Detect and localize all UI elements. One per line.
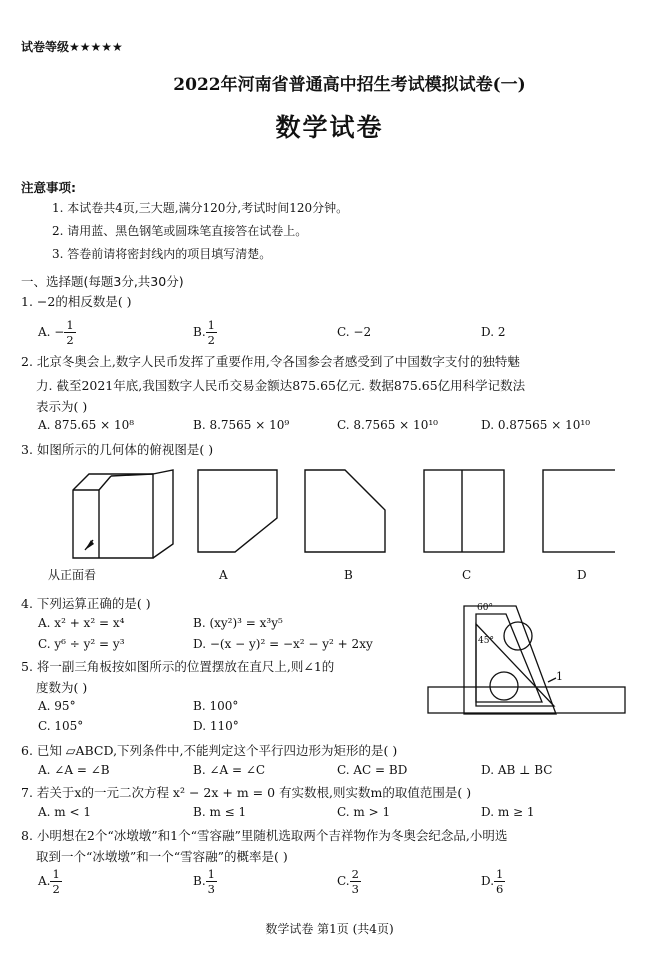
q6-option-c: C. AC = BD bbox=[337, 763, 408, 777]
subject-title: 数学试卷 bbox=[275, 113, 384, 142]
q3-front-view-label: 从正面看 bbox=[48, 568, 97, 582]
paper-grade: 试卷等级★★★★★ bbox=[21, 40, 123, 54]
notice-item: 2. 请用蓝、黑色钢笔或圆珠笔直接答在试卷上。 bbox=[52, 224, 308, 238]
q5-figure bbox=[424, 602, 629, 720]
q3-figures bbox=[55, 468, 615, 568]
question-3-stem: 3. 如图所示的几何体的俯视图是( ) bbox=[21, 442, 214, 457]
q2-option-d: D. 0.87565 × 10¹⁰ bbox=[481, 418, 591, 432]
question-5-line: 度数为( ) bbox=[36, 680, 88, 695]
question-7-stem: 7. 若关于x的一元二次方程 x² − 2x + m = 0 有实数根,则实数m的取值范围是( ) bbox=[21, 785, 472, 800]
q7-option-d: D. m ≥ 1 bbox=[481, 805, 535, 819]
page-footer: 数学试卷 第1页 (共4页) bbox=[265, 922, 394, 936]
question-2-line: 2. 北京冬奥会上,数字人民币发挥了重要作用,令各国参会者感受到了中国数字支付的独特魅 bbox=[21, 354, 520, 369]
question-1-stem: 1. −2的相反数是( ) bbox=[21, 294, 132, 309]
q1-option-a: A. − $\frac{1}{2}$ bbox=[38, 318, 74, 347]
q3-solid-figure bbox=[73, 470, 173, 558]
q4-option-c: C. y⁶ ÷ y² = y³ bbox=[38, 637, 125, 651]
q1-option-b: B. $\frac{1}{2}$ bbox=[193, 318, 215, 347]
q3-option-b-figure bbox=[305, 470, 385, 552]
question-8-line: 取到一个“冰墩墩”和一个“雪容融”的概率是( ) bbox=[36, 849, 288, 864]
angle-1-label: 1 bbox=[556, 670, 563, 683]
q5-option-b: B. 100° bbox=[193, 699, 239, 713]
q4-option-b: B. (xy²)³ = x³y⁵ bbox=[193, 616, 283, 630]
q6-option-d: D. AB ⊥ BC bbox=[481, 763, 553, 777]
notice-item: 1. 本试卷共4页,三大题,满分120分,考试时间120分钟。 bbox=[52, 201, 349, 215]
q1-option-c: C. −2 bbox=[337, 325, 372, 339]
ruler bbox=[428, 687, 625, 713]
q7-option-a: A. m < 1 bbox=[38, 805, 91, 819]
question-2-line: 力. 截至2021年底,我国数字人民币交易金额达875.65亿元. 数据875.65亿用科学记数法 bbox=[36, 378, 526, 393]
question-6-stem: 6. 已知 ▱ABCD,下列条件中,不能判定这个平行四边形为矩形的是( ) bbox=[21, 743, 398, 758]
question-2-line: 表示为( ) bbox=[36, 399, 88, 414]
q4-option-d: D. −(x − y)² = −x² − y² + 2xy bbox=[193, 637, 373, 651]
notice-item: 3. 答卷前请将密封线内的项目填写清楚。 bbox=[52, 247, 272, 261]
q3-label-d: D bbox=[577, 568, 587, 582]
q1-option-d: D. 2 bbox=[481, 325, 506, 339]
q2-option-a: A. 875.65 × 10⁸ bbox=[38, 418, 135, 432]
question-4-stem: 4. 下列运算正确的是( ) bbox=[21, 596, 151, 611]
exam-title: 2022年河南省普通高中招生考试模拟试卷(一) bbox=[173, 75, 526, 95]
q6-option-a: A. ∠A = ∠B bbox=[38, 763, 110, 777]
q8-option-b: B. $\frac{1}{3}$ bbox=[193, 867, 215, 896]
q3-option-d-figure bbox=[543, 470, 615, 552]
question-8-line: 8. 小明想在2个“冰墩墩”和1个“雪容融”里随机选取两个吉祥物作为冬奥会纪念品,小明选 bbox=[21, 828, 508, 843]
q8-option-a: A. $\frac{1}{2}$ bbox=[38, 867, 60, 896]
q4-option-a: A. x² + x² = x⁴ bbox=[38, 616, 125, 630]
q7-option-b: B. m ≤ 1 bbox=[193, 805, 247, 819]
q3-label-b: B bbox=[344, 568, 353, 582]
q6-option-b: B. ∠A = ∠C bbox=[193, 763, 266, 777]
q5-option-d: D. 110° bbox=[193, 719, 239, 733]
q3-option-c-figure bbox=[424, 470, 504, 552]
q2-option-b: B. 8.7565 × 10⁹ bbox=[193, 418, 290, 432]
section-heading: 一、选择题(每题3分,共30分) bbox=[21, 274, 184, 289]
q5-option-a: A. 95° bbox=[38, 699, 76, 713]
q3-label-c: C bbox=[462, 568, 472, 582]
notice-heading: 注意事项: bbox=[21, 180, 76, 195]
q8-option-d: D. $\frac{1}{6}$ bbox=[481, 867, 504, 896]
q3-option-a-figure bbox=[198, 470, 277, 552]
q8-option-c: C. $\frac{2}{3}$ bbox=[337, 867, 359, 896]
angle-60-label: 60° bbox=[477, 603, 493, 613]
q5-option-c: C. 105° bbox=[38, 719, 84, 733]
q7-option-c: C. m > 1 bbox=[337, 805, 391, 819]
question-5-line: 5. 将一副三角板按如图所示的位置摆放在直尺上,则∠1的 bbox=[21, 659, 335, 674]
q2-option-c: C. 8.7565 × 10¹⁰ bbox=[337, 418, 438, 432]
q3-label-a: A bbox=[219, 568, 228, 582]
angle-45-label: 45° bbox=[478, 636, 494, 646]
